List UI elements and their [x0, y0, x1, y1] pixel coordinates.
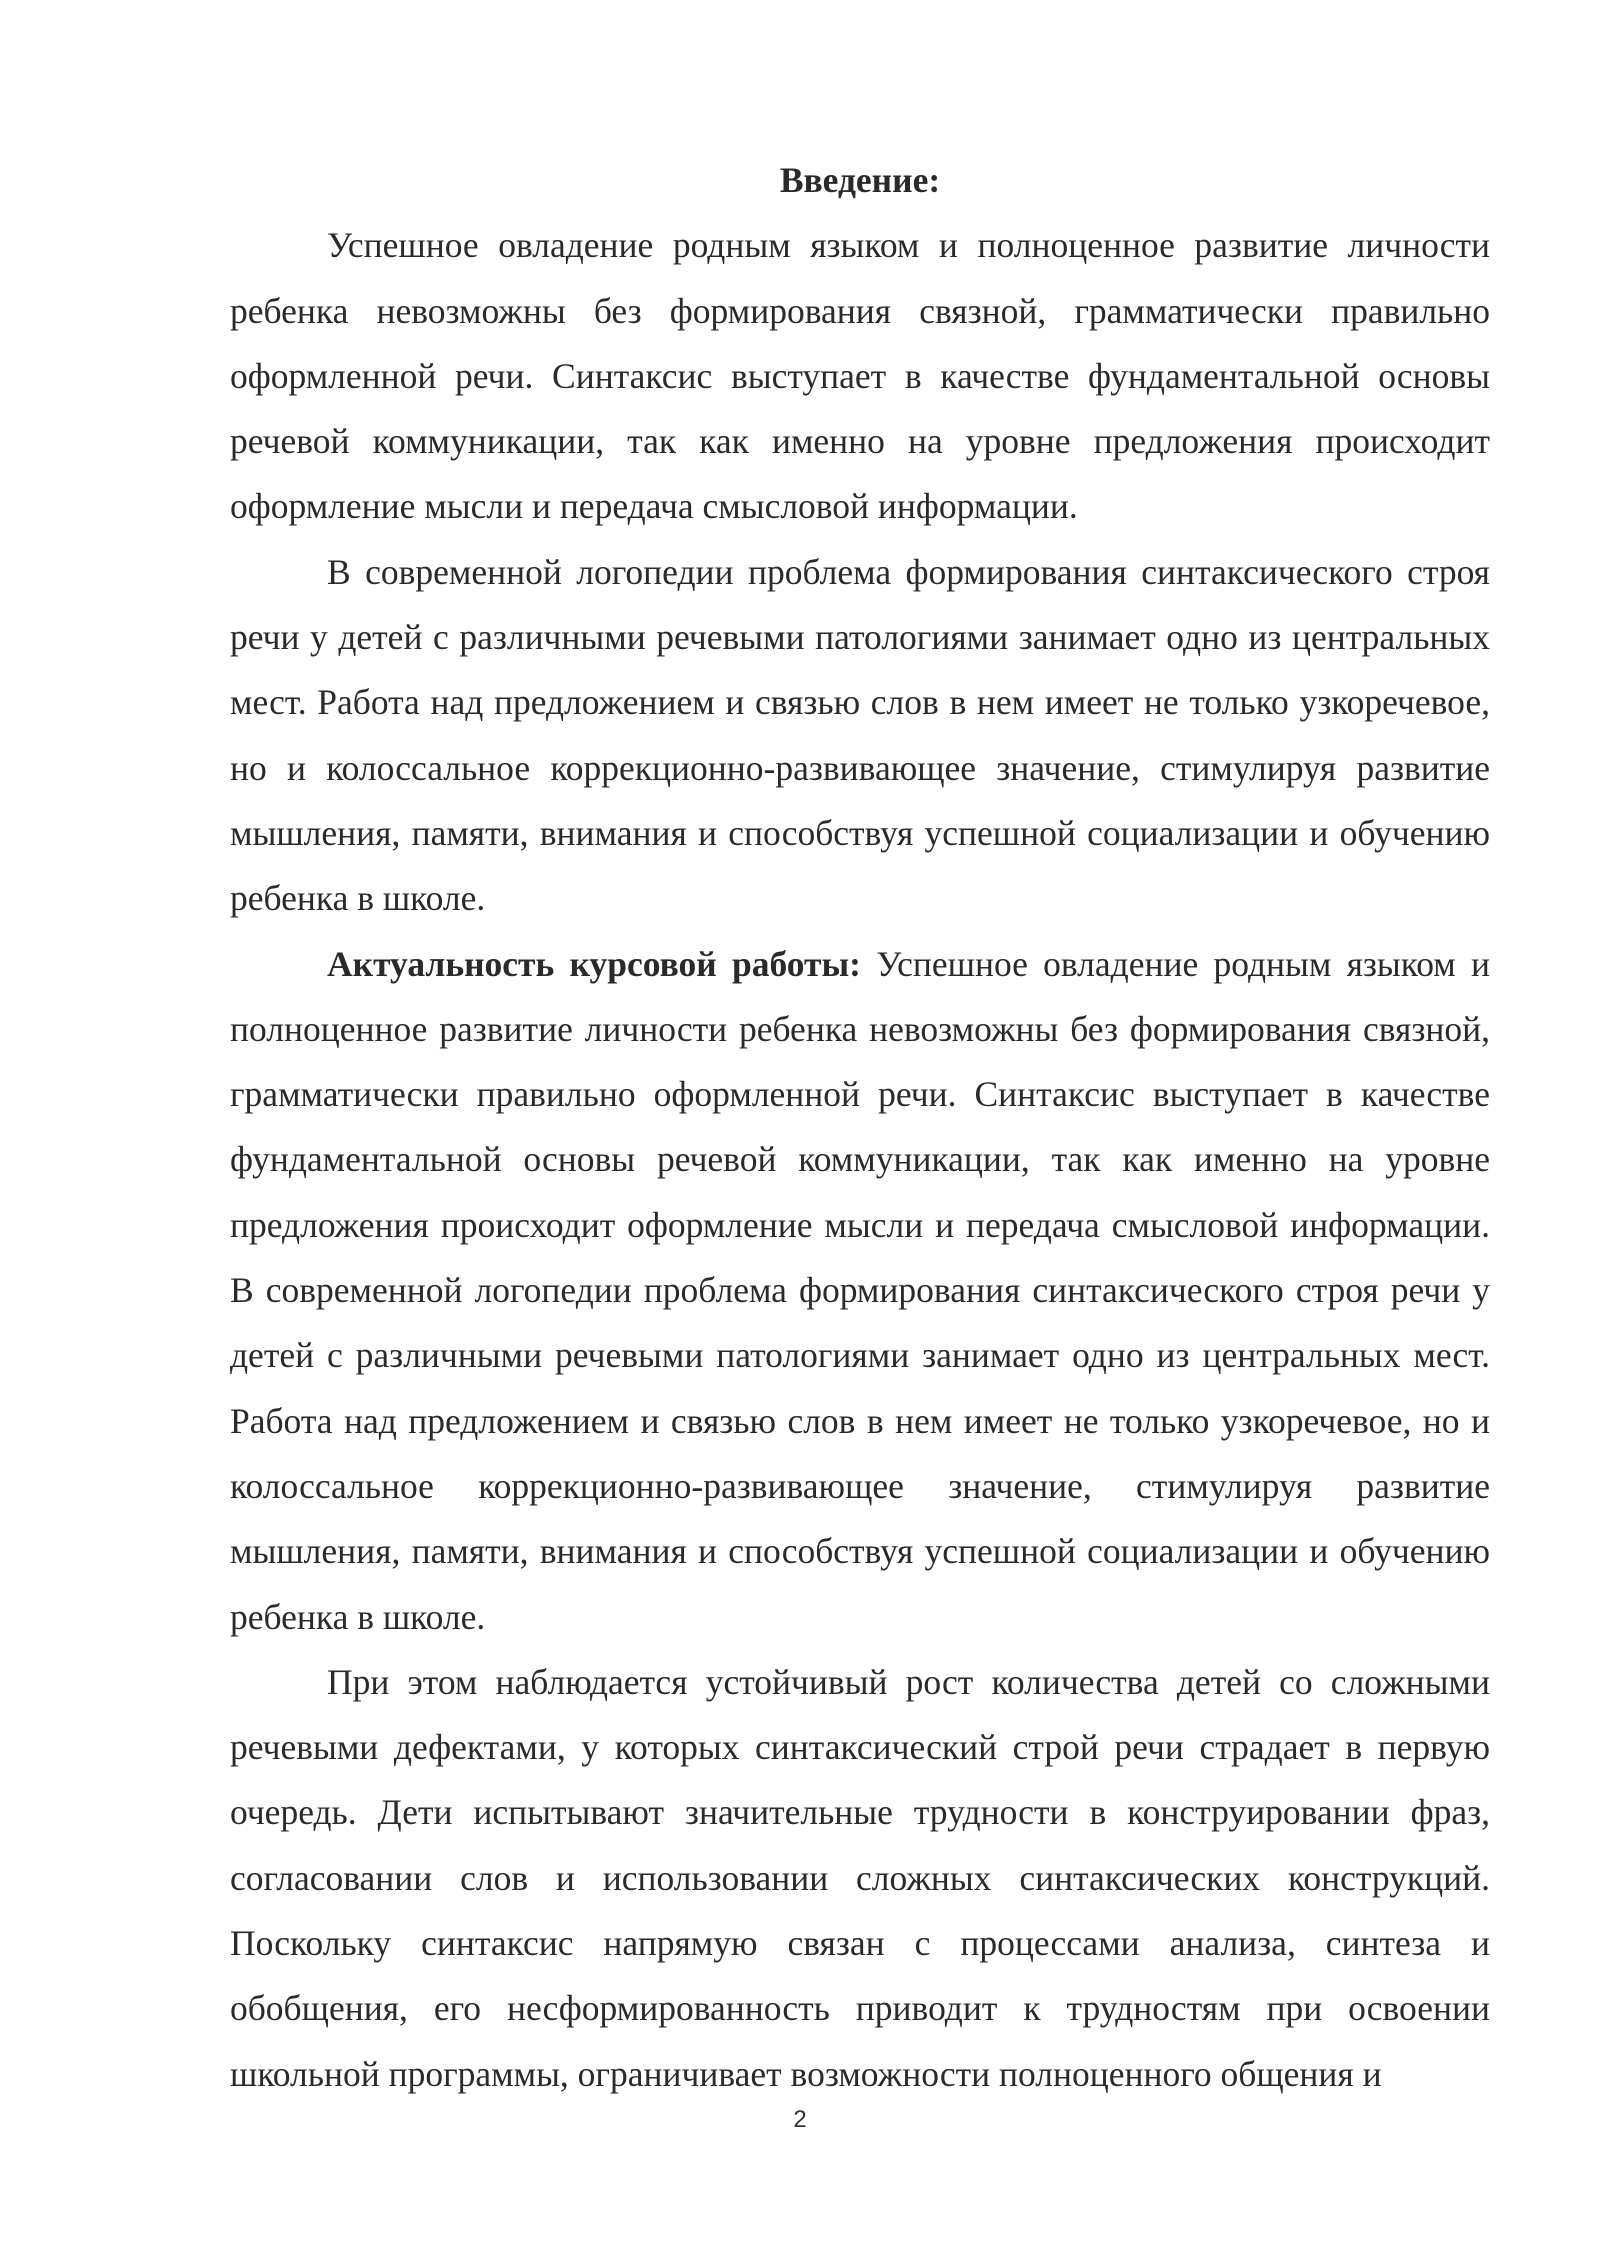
paragraph-3 — [230, 932, 1490, 1650]
paragraph-4-text: При этом наблюдается устойчивый рост количества детей со сложными речевыми дефектами, у которых синтаксический строй речи страдает в первую очередь. Дети испытывают значительные трудности в конструировании фраз, согласовании слов и использовании сложных синтаксических конструкций. Поскольку синтаксис напрямую связан с процессами анализа, синтеза и обобщения, его несформированность приводит к трудностям при освоении школьной программы, ограничивает возможности полноценного общения и — [230, 1661, 1490, 2094]
paragraph-3-text: Успешное овладение родным языком и полноценное развитие личности ребенка невозможны без формирования связной, грамматически правильно оформленной речи. Синтаксис выступает в качестве фундаментальной основы речевой коммуникации, так как именно на уровне предложения происходит оформление мысли и передача смысловой информации. В современной логопедии проблема формирования синтаксического строя речи у детей с различными речевыми патологиями занимает одно из центральных мест. Работа над предложением и связью слов в нем имеет не только узкоречевое, но и колоссальное коррекционно-развивающее значение, стимулируя развитие мышления, памяти, внимания и способствуя успешной социализации и обучению ребенка в школе. — [230, 943, 1490, 1637]
paragraph-1 — [230, 213, 1490, 539]
paragraph-2-text: В современной логопедии проблема формирования синтаксического строя речи у детей с различными речевыми патологиями занимает одно из центральных мест. Работа над предложением и связью слов в нем имеет не только узкоречевое, но и колоссальное коррекционно-развивающее значение, стимулируя развитие мышления, памяти, внимания и способствуя успешной социализации и обучению ребенка в школе. — [230, 551, 1490, 919]
paragraph-4 — [230, 1650, 1490, 2107]
paragraph-2 — [230, 540, 1490, 932]
page-number: 2 — [793, 2106, 807, 2133]
paragraph-1-text: Успешное овладение родным языком и полноценное развитие личности ребенка невозможны без формирования связной, грамматически правильно оформленной речи. Синтаксис выступает в качестве фундаментальной основы речевой коммуникации, так как именно на уровне предложения происходит оформление мысли и передача смысловой информации. — [230, 225, 1490, 527]
page-body — [230, 148, 1490, 2107]
section-heading: Введение: — [779, 160, 941, 200]
relevance-label: Актуальность курсовой работы: — [327, 943, 861, 984]
